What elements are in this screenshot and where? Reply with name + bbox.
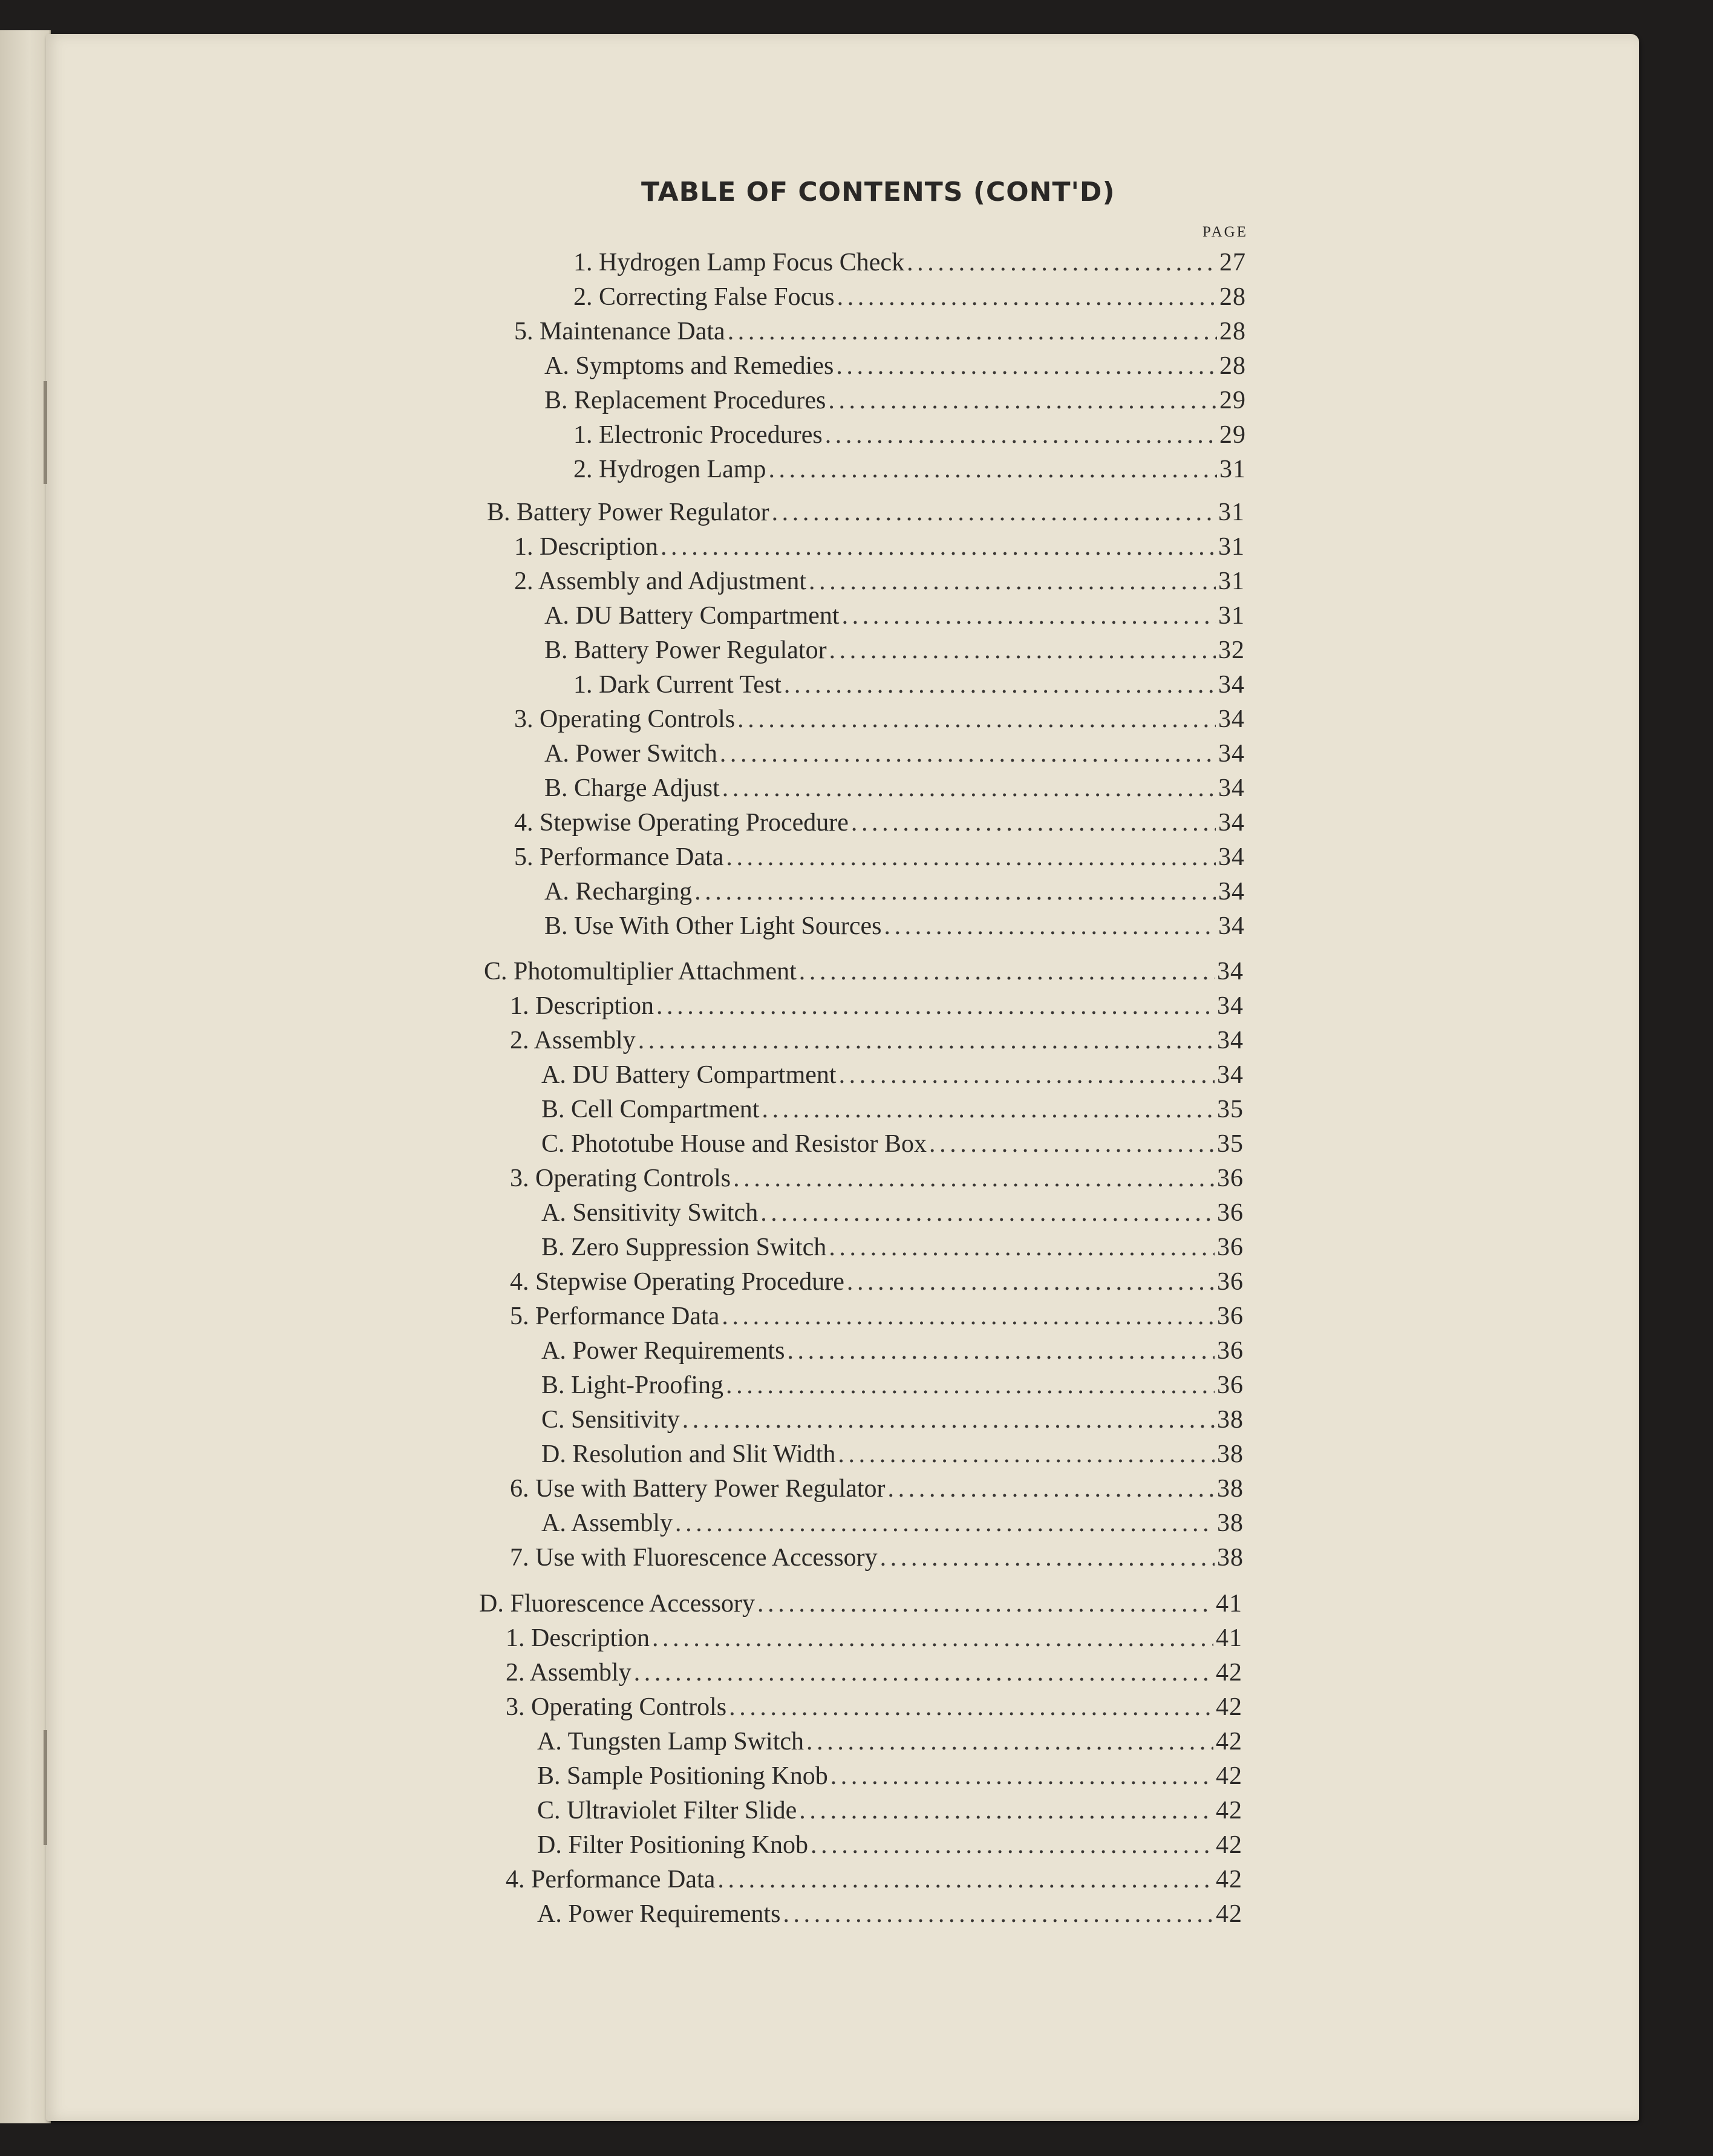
- dot-leader: [829, 636, 1216, 665]
- toc-entry-page-number: 42: [1216, 1797, 1242, 1824]
- toc-entry: [544, 351, 1246, 384]
- toc-entry-page-number: 36: [1217, 1165, 1244, 1192]
- toc-entry-page-number: 42: [1216, 1693, 1242, 1721]
- toc-entry-page-number: 36: [1217, 1199, 1244, 1227]
- dot-leader: [836, 351, 1217, 381]
- dot-leader: [830, 1762, 1213, 1791]
- dot-leader: [726, 1371, 1215, 1400]
- dot-leader: [760, 1198, 1215, 1227]
- toc-entry: [514, 705, 1245, 737]
- toc-entry-page-number: 31: [1218, 567, 1245, 595]
- toc-entry-page-number: 38: [1217, 1440, 1244, 1468]
- dot-leader: [638, 1026, 1215, 1055]
- toc-entry: [541, 1440, 1244, 1472]
- toc-entry-page-number: 42: [1216, 1831, 1242, 1859]
- toc-entry-title: 5. Performance Data: [514, 843, 724, 871]
- toc-entry: [541, 1509, 1244, 1541]
- toc-entry: [541, 1336, 1244, 1369]
- toc-entry-title: 3. Operating Controls: [506, 1693, 727, 1721]
- toc-entry-title: 5. Performance Data: [510, 1302, 720, 1330]
- toc-entry-page-number: 35: [1217, 1130, 1244, 1158]
- toc-entry-title: C. Sensitivity: [541, 1406, 680, 1434]
- toc-entry-page-number: 31: [1218, 533, 1245, 561]
- toc-entry: [506, 1693, 1242, 1725]
- toc-entry: [537, 1900, 1242, 1932]
- toc-entry: [506, 1865, 1242, 1898]
- dot-leader: [634, 1658, 1213, 1687]
- dot-leader: [839, 1060, 1215, 1089]
- toc-entry-page-number: 36: [1217, 1268, 1244, 1296]
- toc-entry-title: 1. Hydrogen Lamp Focus Check: [573, 249, 905, 276]
- toc-entry-title: A. DU Battery Compartment: [541, 1061, 837, 1089]
- toc-entry: [544, 774, 1245, 806]
- toc-entry: [487, 498, 1245, 531]
- toc-entry-title: C. Phototube House and Resistor Box: [541, 1130, 927, 1158]
- dot-leader: [720, 739, 1216, 768]
- toc-entry: [573, 420, 1246, 453]
- dot-leader: [728, 317, 1217, 346]
- toc-entry: [544, 636, 1245, 668]
- toc-entry-page-number: 42: [1216, 1659, 1242, 1687]
- toc-entry-title: A. Sensitivity Switch: [541, 1199, 759, 1227]
- dot-leader: [733, 1164, 1215, 1193]
- toc-entry-title: 1. Description: [510, 992, 654, 1020]
- dot-leader: [783, 1900, 1213, 1929]
- dot-leader: [787, 1336, 1215, 1365]
- toc-entry-page-number: 34: [1218, 740, 1245, 768]
- toc-entry-title: B. Zero Suppression Switch: [541, 1233, 827, 1261]
- toc-entry-title: B. Replacement Procedures: [544, 387, 826, 414]
- dot-leader: [799, 957, 1215, 986]
- toc-entry-title: 3. Operating Controls: [510, 1165, 731, 1192]
- toc-entry: [544, 386, 1246, 419]
- toc-entry: [514, 317, 1246, 350]
- toc-entry-title: 1. Dark Current Test: [573, 671, 781, 699]
- toc-entry-title: B. Use With Other Light Sources: [544, 912, 882, 940]
- toc-entry: [544, 877, 1245, 910]
- toc-entry: [573, 455, 1246, 488]
- toc-entry-title: C. Ultraviolet Filter Slide: [537, 1797, 797, 1824]
- toc-entry-page-number: 34: [1217, 958, 1244, 985]
- dot-leader: [884, 912, 1216, 941]
- toc-entry-title: 1. Electronic Procedures: [573, 421, 823, 449]
- toc-entry: [510, 1267, 1244, 1300]
- toc-entry-page-number: 36: [1217, 1233, 1244, 1261]
- dot-leader: [726, 843, 1216, 872]
- toc-entry-title: B. Light-Proofing: [541, 1371, 723, 1399]
- toc-entry-page-number: 42: [1216, 1762, 1242, 1790]
- toc-entry: [541, 1405, 1244, 1438]
- dot-leader: [722, 774, 1216, 803]
- toc-entry-page-number: 34: [1218, 809, 1245, 837]
- toc-entry-page-number: 32: [1218, 636, 1245, 664]
- dot-leader: [851, 808, 1216, 837]
- toc-entry: [573, 670, 1245, 703]
- toc-entry: [541, 1233, 1244, 1266]
- toc-entry-title: 3. Operating Controls: [514, 705, 736, 733]
- toc-entry-title: 2. Assembly: [510, 1027, 636, 1054]
- toc-entry-page-number: 29: [1219, 387, 1246, 414]
- toc-entry: [541, 1060, 1244, 1093]
- toc-entry-title: 1. Description: [514, 533, 658, 561]
- page-title: TABLE OF CONTENTS (CONT'D): [641, 177, 1115, 207]
- toc-entry-page-number: 34: [1218, 878, 1245, 906]
- toc-entry-page-number: 31: [1218, 498, 1245, 526]
- toc-entry: [514, 843, 1245, 875]
- toc-entry-title: A. Assembly: [541, 1509, 673, 1537]
- toc-entry-title: A. Recharging: [544, 878, 693, 906]
- toc-entry-title: 1. Description: [506, 1624, 650, 1652]
- dot-leader: [799, 1796, 1213, 1825]
- dot-leader: [809, 567, 1216, 596]
- toc-entry-title: B. Battery Power Regulator: [487, 498, 769, 526]
- toc-entry-title: 4. Performance Data: [506, 1866, 716, 1893]
- toc-entry: [484, 957, 1244, 990]
- toc-entry: [514, 567, 1245, 599]
- toc-entry-title: B. Charge Adjust: [544, 774, 720, 802]
- toc-entry-title: A. Power Requirements: [541, 1337, 785, 1365]
- toc-entry-page-number: 27: [1219, 249, 1246, 276]
- dot-leader: [838, 1440, 1215, 1469]
- toc-entry-title: C. Photomultiplier Attachment: [484, 958, 797, 985]
- toc-entry: [537, 1727, 1242, 1760]
- toc-entry: [544, 601, 1245, 634]
- toc-entry: [514, 532, 1245, 565]
- toc-entry: [544, 912, 1245, 944]
- dot-leader: [888, 1474, 1215, 1503]
- dot-leader: [829, 1233, 1215, 1262]
- toc-entry-page-number: 28: [1219, 318, 1246, 345]
- toc-entry-title: 2. Assembly: [506, 1659, 631, 1687]
- dot-leader: [837, 283, 1217, 312]
- toc-entry-page-number: 34: [1217, 992, 1244, 1020]
- toc-entry-page-number: 31: [1219, 456, 1246, 483]
- toc-entry-page-number: 35: [1217, 1096, 1244, 1123]
- dot-leader: [828, 386, 1217, 415]
- toc-entry: [514, 808, 1245, 841]
- toc-entry-title: 6. Use with Battery Power Regulator: [510, 1475, 886, 1503]
- dot-leader: [907, 248, 1217, 277]
- toc-entry: [479, 1589, 1242, 1622]
- dot-leader: [694, 877, 1216, 906]
- toc-entry-title: B. Sample Positioning Knob: [537, 1762, 828, 1790]
- dot-leader: [717, 1865, 1213, 1894]
- toc-entry: [541, 1095, 1244, 1128]
- toc-entry-title: 4. Stepwise Operating Procedure: [510, 1268, 844, 1296]
- toc-entry-page-number: 38: [1217, 1544, 1244, 1572]
- toc-entry: [541, 1198, 1244, 1231]
- toc-entry: [510, 1474, 1244, 1507]
- toc-entry-title: D. Resolution and Slit Width: [541, 1440, 836, 1468]
- toc-entry-page-number: 36: [1217, 1302, 1244, 1330]
- dot-leader: [768, 455, 1217, 484]
- toc-entry-page-number: 34: [1218, 912, 1245, 940]
- dot-leader: [729, 1693, 1213, 1722]
- toc-entry-page-number: 41: [1216, 1624, 1242, 1652]
- toc-entry-page-number: 38: [1217, 1475, 1244, 1503]
- toc-entry-title: A. DU Battery Compartment: [544, 602, 840, 630]
- toc-entry-page-number: 42: [1216, 1866, 1242, 1893]
- toc-entry-page-number: 34: [1217, 1061, 1244, 1089]
- dot-leader: [762, 1095, 1215, 1124]
- toc-entry: [510, 1026, 1244, 1059]
- toc-entry-title: A. Power Requirements: [537, 1900, 781, 1928]
- toc-entry: [510, 1164, 1244, 1197]
- toc-entry-title: A. Symptoms and Remedies: [544, 352, 834, 380]
- toc-entry-page-number: 38: [1217, 1406, 1244, 1434]
- toc-entry-page-number: 41: [1216, 1590, 1242, 1618]
- dot-leader: [806, 1727, 1213, 1756]
- dot-leader: [682, 1405, 1215, 1434]
- toc-entry-title: D. Filter Positioning Knob: [537, 1831, 809, 1859]
- toc-entry-page-number: 36: [1217, 1337, 1244, 1365]
- toc-entry: [510, 1543, 1244, 1576]
- dot-leader: [784, 670, 1216, 699]
- dot-leader: [825, 420, 1217, 449]
- toc-entry: [573, 248, 1246, 281]
- toc-entry-title: 4. Stepwise Operating Procedure: [514, 809, 849, 837]
- toc-entry-title: A. Tungsten Lamp Switch: [537, 1728, 804, 1756]
- dot-leader: [661, 532, 1216, 561]
- toc-entry-page-number: 42: [1216, 1900, 1242, 1928]
- toc-entry-title: 2. Correcting False Focus: [573, 283, 835, 311]
- toc-entry: [537, 1796, 1242, 1829]
- toc-entry: [544, 739, 1245, 772]
- dot-leader: [772, 498, 1216, 527]
- toc-entry-page-number: 34: [1218, 671, 1245, 699]
- toc-entry-title: 5. Maintenance Data: [514, 318, 725, 345]
- dot-leader: [811, 1831, 1213, 1860]
- dot-leader: [880, 1543, 1215, 1572]
- dot-leader: [929, 1129, 1215, 1158]
- page-column-label: PAGE: [1202, 224, 1248, 240]
- dot-leader: [675, 1509, 1215, 1538]
- toc-entry-title: 2. Hydrogen Lamp: [573, 456, 766, 483]
- dot-leader: [842, 601, 1216, 630]
- toc-entry-title: 2. Assembly and Adjustment: [514, 567, 806, 595]
- dot-leader: [757, 1589, 1213, 1618]
- dot-leader: [847, 1267, 1215, 1296]
- toc-entry-title: 7. Use with Fluorescence Accessory: [510, 1544, 878, 1572]
- toc-entry: [541, 1129, 1244, 1162]
- toc-entry-page-number: 34: [1218, 705, 1245, 733]
- toc-entry-page-number: 28: [1219, 352, 1246, 380]
- toc-entry-page-number: 34: [1218, 843, 1245, 871]
- toc-entry: [506, 1624, 1242, 1656]
- toc-entry-page-number: 31: [1218, 602, 1245, 630]
- toc-entry-title: B. Battery Power Regulator: [544, 636, 827, 664]
- toc-entry: [510, 991, 1244, 1024]
- dot-leader: [722, 1302, 1215, 1331]
- toc-entry-title: A. Power Switch: [544, 740, 717, 768]
- toc-entry-page-number: 42: [1216, 1728, 1242, 1756]
- toc-entry: [506, 1658, 1242, 1691]
- toc-entry-title: B. Cell Compartment: [541, 1096, 760, 1123]
- toc-entry-page-number: 38: [1217, 1509, 1244, 1537]
- toc-entry-page-number: 34: [1218, 774, 1245, 802]
- toc-entry: [541, 1371, 1244, 1403]
- dot-leader: [737, 705, 1216, 734]
- toc-entry-page-number: 36: [1217, 1371, 1244, 1399]
- dot-leader: [652, 1624, 1213, 1653]
- toc-entry-page-number: 29: [1219, 421, 1246, 449]
- toc-entry: [537, 1831, 1242, 1863]
- toc-entry: [573, 283, 1246, 315]
- dot-leader: [656, 991, 1215, 1021]
- toc-entry-title: D. Fluorescence Accessory: [479, 1590, 755, 1618]
- toc-entry: [537, 1762, 1242, 1794]
- toc-entry: [510, 1302, 1244, 1334]
- toc-entry-page-number: 28: [1219, 283, 1246, 311]
- toc-entry-page-number: 34: [1217, 1027, 1244, 1054]
